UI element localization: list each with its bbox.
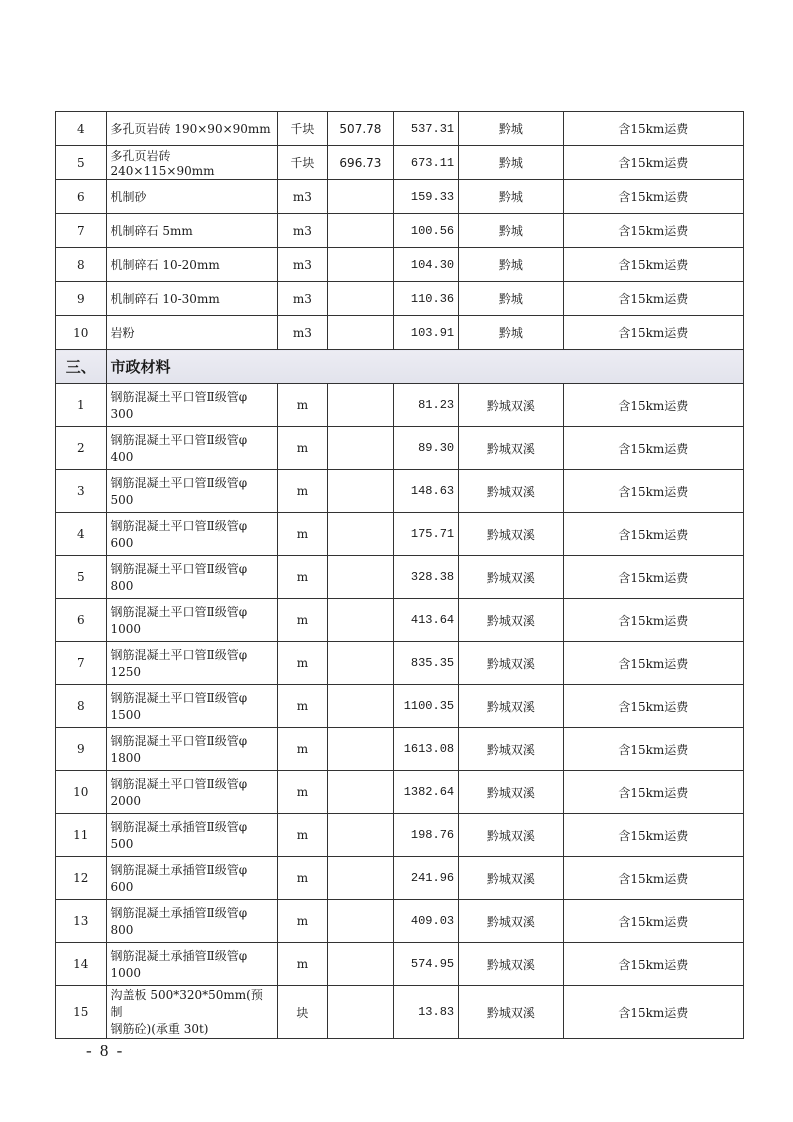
unit: m [277, 556, 328, 599]
unit: m [277, 384, 328, 427]
note: 含15km运费 [563, 112, 743, 146]
table-row [56, 427, 744, 470]
material-name-line2: 钢筋砼)(承重 30t) [110, 1022, 209, 1036]
note: 含15km运费 [563, 771, 743, 814]
note: 含15km运费 [563, 857, 743, 900]
place: 黔城双溪 [459, 685, 564, 728]
reference-price [328, 728, 393, 771]
reference-price [328, 384, 393, 427]
table-row [56, 180, 744, 214]
table-row [56, 248, 744, 282]
price: 13.83 [393, 986, 458, 1039]
reference-price [328, 427, 393, 470]
price: 1100.35 [393, 685, 458, 728]
place: 黔城 [459, 146, 564, 180]
note: 含15km运费 [563, 470, 743, 513]
material-name-line1: 钢筋混凝土平口管Ⅱ级管φ [110, 561, 248, 576]
note: 含15km运费 [563, 556, 743, 599]
unit: m3 [277, 180, 328, 214]
price: 413.64 [393, 599, 458, 642]
note: 含15km运费 [563, 146, 743, 180]
row-number: 7 [56, 642, 107, 685]
material-name-line2: 1500 [110, 707, 142, 722]
material-name-line1: 钢筋混凝土平口管Ⅱ级管φ [110, 776, 248, 791]
price: 1613.08 [393, 728, 458, 771]
price: 104.30 [393, 248, 458, 282]
material-name-line2: 800 [110, 578, 134, 593]
row-number: 1 [56, 384, 107, 427]
material-name-line2: 1250 [110, 664, 142, 679]
material-name [106, 986, 277, 1039]
row-number: 6 [56, 180, 107, 214]
place: 黔城 [459, 112, 564, 146]
material-name-line1: 钢筋混凝土平口管Ⅱ级管φ [110, 647, 248, 662]
reference-price [328, 771, 393, 814]
table-row [56, 599, 744, 642]
price: 1382.64 [393, 771, 458, 814]
table-row [56, 728, 744, 771]
price: 159.33 [393, 180, 458, 214]
table-row [56, 943, 744, 986]
unit: m [277, 685, 328, 728]
note: 含15km运费 [563, 900, 743, 943]
material-name-line2: 1800 [110, 750, 142, 765]
note: 含15km运费 [563, 316, 743, 350]
table-row [56, 384, 744, 427]
material-name [106, 384, 277, 427]
unit: 块 [277, 986, 328, 1039]
table-row [56, 282, 744, 316]
price: 175.71 [393, 513, 458, 556]
table-row [56, 771, 744, 814]
row-number: 11 [56, 814, 107, 857]
page-number-value: 8 [99, 1041, 110, 1060]
material-name [106, 685, 277, 728]
place: 黔城双溪 [459, 599, 564, 642]
reference-price: 696.73 [328, 146, 393, 180]
material-name-line2: 500 [110, 836, 134, 851]
material-name: 机制碎石 10-20mm [106, 248, 277, 282]
place: 黔城双溪 [459, 900, 564, 943]
unit: m [277, 771, 328, 814]
price: 241.96 [393, 857, 458, 900]
price: 835.35 [393, 642, 458, 685]
reference-price: 507.78 [328, 112, 393, 146]
material-name-line1: 钢筋混凝土承插管Ⅱ级管φ [110, 862, 248, 877]
row-number: 9 [56, 728, 107, 771]
row-number: 5 [56, 556, 107, 599]
place: 黔城 [459, 282, 564, 316]
unit: m [277, 599, 328, 642]
reference-price [328, 248, 393, 282]
note: 含15km运费 [563, 814, 743, 857]
material-name-line1: 钢筋混凝土平口管Ⅱ级管φ [110, 432, 248, 447]
row-number: 5 [56, 146, 107, 180]
material-name: 多孔页岩砖 240×115×90mm [106, 146, 277, 180]
material-name [106, 900, 277, 943]
row-number: 10 [56, 771, 107, 814]
material-name-line1: 钢筋混凝土平口管Ⅱ级管φ [110, 518, 248, 533]
unit: m3 [277, 214, 328, 248]
material-name [106, 814, 277, 857]
reference-price [328, 513, 393, 556]
material-name-line2: 1000 [110, 965, 142, 980]
row-number: 9 [56, 282, 107, 316]
row-number: 3 [56, 470, 107, 513]
material-name-line2: 600 [110, 535, 134, 550]
section-number: 三、 [56, 350, 107, 384]
material-name [106, 728, 277, 771]
reference-price [328, 470, 393, 513]
unit: m [277, 513, 328, 556]
row-number: 4 [56, 513, 107, 556]
table-row [56, 470, 744, 513]
unit: m [277, 728, 328, 771]
unit: m [277, 427, 328, 470]
note: 含15km运费 [563, 599, 743, 642]
place: 黔城双溪 [459, 384, 564, 427]
material-name-line1: 钢筋混凝土平口管Ⅱ级管φ [110, 604, 248, 619]
table-row [56, 814, 744, 857]
unit: m [277, 814, 328, 857]
material-name: 机制碎石 5mm [106, 214, 277, 248]
table-row [56, 857, 744, 900]
place: 黔城 [459, 316, 564, 350]
row-number: 8 [56, 248, 107, 282]
material-name: 多孔页岩砖 190×90×90mm [106, 112, 277, 146]
material-name [106, 642, 277, 685]
row-number: 2 [56, 427, 107, 470]
material-name-line1: 钢筋混凝土平口管Ⅱ级管φ [110, 733, 248, 748]
material-name-line1: 钢筋混凝土承插管Ⅱ级管φ [110, 905, 248, 920]
row-number: 7 [56, 214, 107, 248]
row-number: 13 [56, 900, 107, 943]
price: 198.76 [393, 814, 458, 857]
price: 537.31 [393, 112, 458, 146]
price-table [55, 111, 744, 1039]
row-number: 4 [56, 112, 107, 146]
unit: m [277, 900, 328, 943]
material-name-line2: 1000 [110, 621, 142, 636]
price: 103.91 [393, 316, 458, 350]
table-row [56, 214, 744, 248]
unit: m3 [277, 248, 328, 282]
material-name-line2: 600 [110, 879, 134, 894]
row-number: 15 [56, 986, 107, 1039]
note: 含15km运费 [563, 513, 743, 556]
table-row [56, 556, 744, 599]
note: 含15km运费 [563, 248, 743, 282]
place: 黔城双溪 [459, 642, 564, 685]
page-number: - 8 - [86, 1041, 124, 1060]
material-name-line2: 800 [110, 922, 134, 937]
note: 含15km运费 [563, 642, 743, 685]
place: 黔城双溪 [459, 728, 564, 771]
table-row [56, 900, 744, 943]
note: 含15km运费 [563, 685, 743, 728]
table-row [56, 112, 744, 146]
material-name: 机制砂 [106, 180, 277, 214]
material-name-line1: 钢筋混凝土承插管Ⅱ级管φ [110, 948, 248, 963]
reference-price [328, 180, 393, 214]
place: 黔城双溪 [459, 943, 564, 986]
material-name [106, 599, 277, 642]
row-number: 6 [56, 599, 107, 642]
price: 148.63 [393, 470, 458, 513]
unit: m3 [277, 282, 328, 316]
row-number: 12 [56, 857, 107, 900]
place: 黔城双溪 [459, 427, 564, 470]
table-row [56, 642, 744, 685]
reference-price [328, 900, 393, 943]
table-row [56, 513, 744, 556]
unit: 千块 [277, 146, 328, 180]
row-number: 8 [56, 685, 107, 728]
material-name [106, 857, 277, 900]
note: 含15km运费 [563, 427, 743, 470]
material-name [106, 427, 277, 470]
price: 100.56 [393, 214, 458, 248]
section-header [56, 350, 744, 384]
unit: m [277, 642, 328, 685]
place: 黔城 [459, 214, 564, 248]
unit: m [277, 857, 328, 900]
note: 含15km运费 [563, 986, 743, 1039]
price: 81.23 [393, 384, 458, 427]
material-name-line1: 沟盖板 500*320*50mm(预制 [110, 988, 263, 1019]
table-row [56, 685, 744, 728]
note: 含15km运费 [563, 214, 743, 248]
unit: m3 [277, 316, 328, 350]
price: 574.95 [393, 943, 458, 986]
section-title: 市政材料 [106, 350, 743, 384]
material-name-line1: 钢筋混凝土承插管Ⅱ级管φ [110, 819, 248, 834]
reference-price [328, 282, 393, 316]
material-name-line1: 钢筋混凝土平口管Ⅱ级管φ [110, 690, 248, 705]
material-name-line2: 500 [110, 492, 134, 507]
note: 含15km运费 [563, 728, 743, 771]
reference-price [328, 986, 393, 1039]
price: 110.36 [393, 282, 458, 316]
reference-price [328, 642, 393, 685]
reference-price [328, 685, 393, 728]
material-name-line2: 400 [110, 449, 134, 464]
note: 含15km运费 [563, 943, 743, 986]
place: 黔城双溪 [459, 857, 564, 900]
material-name [106, 470, 277, 513]
place: 黔城 [459, 248, 564, 282]
material-name: 岩粉 [106, 316, 277, 350]
price: 409.03 [393, 900, 458, 943]
reference-price [328, 814, 393, 857]
place: 黔城 [459, 180, 564, 214]
reference-price [328, 316, 393, 350]
table-row [56, 316, 744, 350]
note: 含15km运费 [563, 282, 743, 316]
price: 673.11 [393, 146, 458, 180]
place: 黔城双溪 [459, 470, 564, 513]
place: 黔城双溪 [459, 771, 564, 814]
reference-price [328, 599, 393, 642]
table-row [56, 986, 744, 1039]
unit: m [277, 470, 328, 513]
price: 328.38 [393, 556, 458, 599]
material-name [106, 943, 277, 986]
material-name [106, 556, 277, 599]
material-name-line1: 钢筋混凝土平口管Ⅱ级管φ [110, 389, 248, 404]
table-row [56, 146, 744, 180]
place: 黔城双溪 [459, 814, 564, 857]
price: 89.30 [393, 427, 458, 470]
unit: m [277, 943, 328, 986]
unit: 千块 [277, 112, 328, 146]
material-name: 机制碎石 10-30mm [106, 282, 277, 316]
row-number: 10 [56, 316, 107, 350]
material-name-line2: 2000 [110, 793, 142, 808]
row-number: 14 [56, 943, 107, 986]
material-name [106, 513, 277, 556]
note: 含15km运费 [563, 384, 743, 427]
reference-price [328, 857, 393, 900]
place: 黔城双溪 [459, 986, 564, 1039]
material-name-line1: 钢筋混凝土平口管Ⅱ级管φ [110, 475, 248, 490]
reference-price [328, 943, 393, 986]
material-name [106, 771, 277, 814]
place: 黔城双溪 [459, 513, 564, 556]
material-name-line2: 300 [110, 406, 134, 421]
reference-price [328, 556, 393, 599]
reference-price [328, 214, 393, 248]
place: 黔城双溪 [459, 556, 564, 599]
note: 含15km运费 [563, 180, 743, 214]
